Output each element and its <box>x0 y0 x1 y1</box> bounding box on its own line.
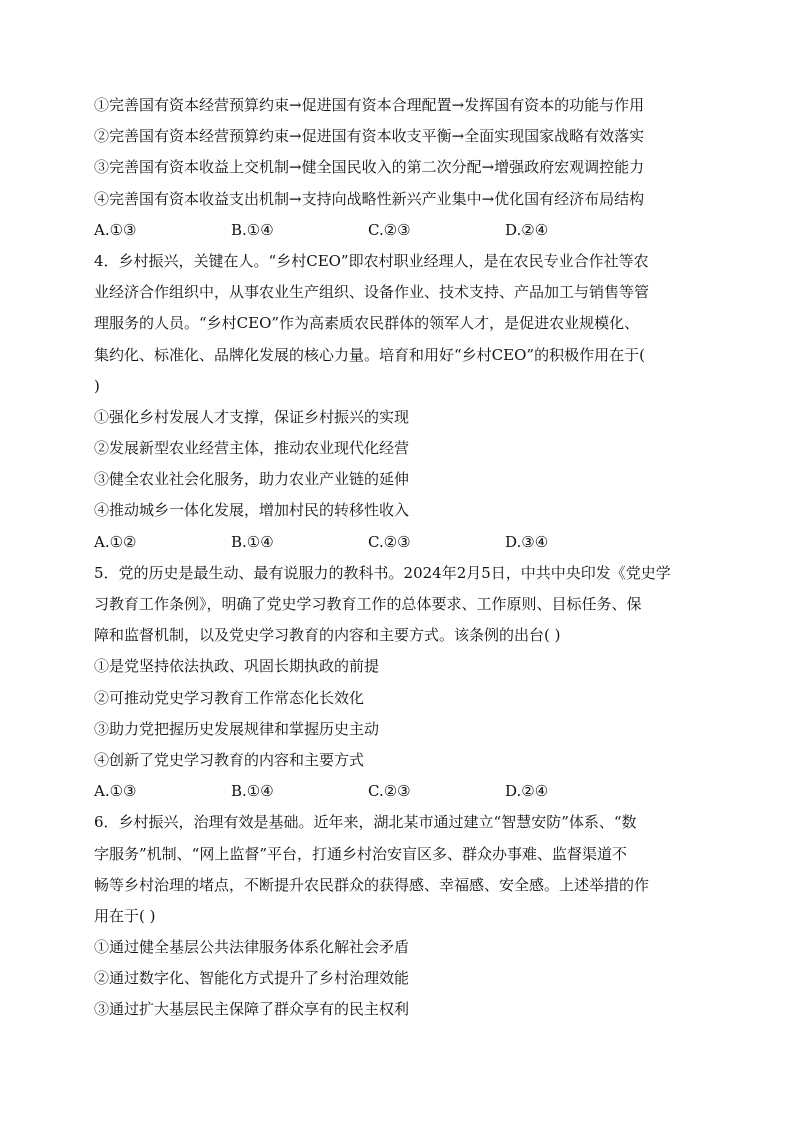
option-item: ②完善国有资本经营预算约束→促进国有资本收支平衡→全面实现国家战略有效落实 <box>94 127 645 146</box>
question-stem-line: 集约化、标准化、品牌化发展的核心力量。培育和用好“乡村CEO”的积极作用在于( <box>94 345 645 364</box>
question-stem-line: ) <box>94 376 100 395</box>
option-item: ②发展新型农业经营主体，推动农业现代化经营 <box>94 439 410 458</box>
question-5 <box>94 558 706 808</box>
option-item: ③完善国有资本收益上交机制→健全国民收入的第二次分配→增强政府宏观调控能力 <box>94 158 645 177</box>
question-stem-line: 障和监督机制，以及党史学习教育的内容和主要方式。该条例的出台( ) <box>94 626 561 645</box>
choice-a: A.①② <box>94 532 137 551</box>
choice-b: B.①④ <box>231 782 274 801</box>
option-item: ③助力党把握历史发展规律和掌握历史主动 <box>94 719 380 738</box>
answer-choices <box>94 527 706 558</box>
option-item: ③健全农业社会化服务，助力农业产业链的延伸 <box>94 470 410 489</box>
option-item: ①通过健全基层公共法律服务体系化解社会矛盾 <box>94 938 410 957</box>
option-item: ①强化乡村发展人才支撑，保证乡村振兴的实现 <box>94 407 410 426</box>
choice-c: C.②③ <box>368 532 411 551</box>
question-3 <box>94 90 706 246</box>
option-item: ④推动城乡一体化发展，增加村民的转移性收入 <box>94 501 410 520</box>
choice-d: D.②④ <box>505 782 549 801</box>
answer-choices <box>94 776 706 807</box>
choice-d: D.③④ <box>505 532 549 551</box>
option-item: ④完善国有资本收益支出机制→支持向战略性新兴产业集中→优化国有经济布局结构 <box>94 189 645 208</box>
answer-choices <box>94 215 706 246</box>
choice-a: A.①③ <box>94 782 137 801</box>
choice-a: A.①③ <box>94 220 137 239</box>
option-item: ③通过扩大基层民主保障了群众享有的民主权利 <box>94 1000 410 1019</box>
question-4 <box>94 246 706 558</box>
choice-c: C.②③ <box>368 220 411 239</box>
question-stem-line: 习教育工作条例》，明确了党史学习教育工作的总体要求、工作原则、目标任务、保 <box>94 595 642 613</box>
question-stem-line: 6．乡村振兴，治理有效是基础。近年来，湖北某市通过建立“智慧安防”体系、“数 <box>94 813 637 832</box>
option-item: ②可推动党史学习教育工作常态化长效化 <box>94 688 365 707</box>
question-stem-line: 业经济合作组织中，从事农业生产组织、设备作业、技术支持、产品加工与销售等管 <box>94 283 650 302</box>
question-stem-line: 理服务的人员。“乡村CEO”作为高素质农民群体的领军人才，是促进农业规模化、 <box>94 314 640 333</box>
question-stem-line: 用在于( ) <box>94 906 156 925</box>
question-stem-line: 字服务”机制、“网上监督”平台，打通乡村治安盲区多、群众办事难、监督渠道不 <box>94 844 628 863</box>
choice-b: B.①④ <box>231 220 274 239</box>
choice-d: D.②④ <box>505 220 549 239</box>
page-content <box>94 90 706 1026</box>
choice-c: C.②③ <box>368 782 411 801</box>
option-item: ①是党坚持依法执政、巩固长期执政的前提 <box>94 657 380 676</box>
question-6 <box>94 807 706 1025</box>
question-stem-line: 畅等乡村治理的堵点，不断提升农民群众的获得感、幸福感、安全感。上述举措的作 <box>94 875 650 894</box>
choice-b: B.①④ <box>231 532 274 551</box>
question-stem-line: 5．党的历史是最生动、最有说服力的教科书。2024年2月5日，中共中央印发《党史学 <box>94 563 671 582</box>
question-stem-line: 4．乡村振兴，关键在人。“乡村CEO”即农村职业经理人，是在农民专业合作社等农 <box>94 251 649 270</box>
option-item: ①完善国有资本经营预算约束→促进国有资本合理配置→发挥国有资本的功能与作用 <box>94 96 645 114</box>
option-item: ②通过数字化、智能化方式提升了乡村治理效能 <box>94 969 410 988</box>
option-item: ④创新了党史学习教育的内容和主要方式 <box>94 750 365 769</box>
